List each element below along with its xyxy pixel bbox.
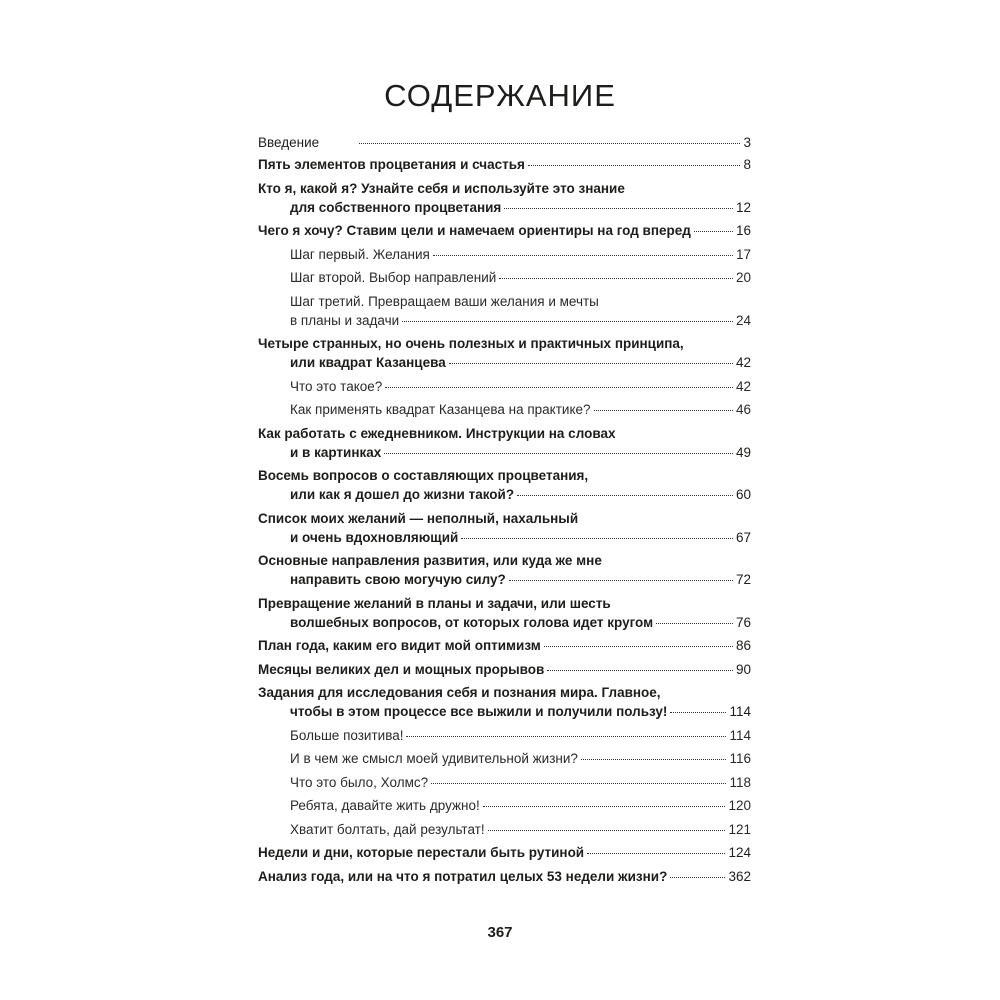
toc-page-number: 12 xyxy=(735,199,751,215)
table-of-contents xyxy=(258,133,751,890)
toc-entry-line xyxy=(258,198,751,217)
toc-entry xyxy=(258,660,751,679)
toc-entry-title: Четыре странных, но очень полезных и практичных принципа, xyxy=(258,336,684,351)
dot-leader xyxy=(483,806,726,807)
toc-entry-title: для собственного процветания xyxy=(290,199,502,215)
toc-page-number: 17 xyxy=(735,246,751,262)
dot-leader xyxy=(670,712,726,713)
toc-entry-line xyxy=(258,221,751,240)
dot-leader xyxy=(385,387,733,388)
toc-entry xyxy=(258,466,751,504)
toc-entry-title: или квадрат Казанцева xyxy=(290,355,446,370)
toc-entry-title: и в картинках xyxy=(290,444,382,460)
dot-leader xyxy=(517,495,733,496)
toc-entry xyxy=(258,636,751,655)
dot-leader xyxy=(587,853,725,854)
toc-page-number: 114 xyxy=(729,727,751,743)
toc-page-number: 42 xyxy=(735,378,751,394)
toc-entry-line xyxy=(258,636,751,655)
toc-entry-line xyxy=(258,334,751,353)
toc-entry-title: Что это было, Холмс? xyxy=(290,774,429,790)
toc-entry-line xyxy=(258,867,751,886)
toc-page-number: 49 xyxy=(735,444,751,460)
dot-leader xyxy=(581,759,727,760)
toc-subentry xyxy=(258,726,751,745)
toc-entry-title: Кто я, какой я? Узнайте себя и используйте это знание xyxy=(258,180,625,196)
dot-leader xyxy=(433,255,733,256)
toc-page-number: 116 xyxy=(729,751,751,766)
toc-page-number: 90 xyxy=(735,661,751,677)
toc-entry-title: Ребята, давайте жить дружно! xyxy=(290,798,480,813)
toc-entry-line xyxy=(258,133,751,152)
toc-entry xyxy=(258,867,751,886)
toc-entry-title: Введение xyxy=(258,135,320,150)
dot-leader xyxy=(694,231,733,232)
toc-page-number: 121 xyxy=(728,821,751,837)
dot-leader xyxy=(594,410,733,411)
toc-entry-line xyxy=(290,773,751,792)
toc-entry-title: И в чем же смысл моей удивительной жизни? xyxy=(290,751,578,766)
toc-page-number: 72 xyxy=(735,572,751,587)
toc-page-number: 60 xyxy=(735,487,751,502)
dot-leader xyxy=(499,278,733,279)
toc-entry-line xyxy=(258,466,751,485)
toc-entry-line xyxy=(290,726,751,745)
toc-entry-title: Шаг второй. Выбор направлений xyxy=(290,270,497,285)
toc-entry xyxy=(258,424,751,462)
toc-page-number: 76 xyxy=(735,614,751,630)
toc-entry-title: или как я дошел до жизни такой? xyxy=(290,487,515,502)
toc-entry-line xyxy=(290,311,751,330)
page-number: 367 xyxy=(487,924,513,941)
dot-leader xyxy=(544,646,733,647)
dot-leader xyxy=(402,321,733,322)
toc-entry-line xyxy=(290,749,751,768)
toc-entry xyxy=(258,594,751,632)
toc-entry-line xyxy=(258,594,751,613)
toc-entry-line xyxy=(290,400,751,419)
toc-entry-line xyxy=(258,551,751,570)
toc-page-number: 362 xyxy=(728,868,751,884)
dot-leader xyxy=(406,736,726,737)
toc-entry-title: План года, каким его видит мой оптимизм xyxy=(258,638,541,653)
toc-subentry xyxy=(258,820,751,839)
dot-leader xyxy=(359,143,740,144)
toc-subentry xyxy=(258,400,751,419)
toc-entry-line xyxy=(258,443,751,462)
toc-subentry xyxy=(258,245,751,264)
toc-entry-line xyxy=(290,268,751,287)
toc-page-number: 114 xyxy=(729,704,751,719)
toc-entry-line xyxy=(258,702,751,721)
dot-leader xyxy=(547,670,733,671)
toc-entry-line xyxy=(290,245,751,264)
toc-entry-line xyxy=(258,570,751,589)
dot-leader xyxy=(461,538,733,539)
toc-entry-title: и очень вдохновляющий xyxy=(290,529,459,545)
toc-entry xyxy=(258,221,751,240)
toc-entry-title: направить свою могучую силу? xyxy=(290,572,506,587)
toc-subentry xyxy=(258,377,751,396)
page-title: СОДЕРЖАНИЕ xyxy=(384,78,616,113)
dot-leader xyxy=(670,877,725,878)
toc-entry-title: Как работать с ежедневником. Инструкции на словах xyxy=(258,425,616,441)
toc-entry-title: чтобы в этом процессе все выжили и получили пользу! xyxy=(290,704,668,719)
toc-subentry xyxy=(258,268,751,287)
toc-entry xyxy=(258,155,751,174)
dot-leader xyxy=(488,830,726,831)
toc-page-number: 20 xyxy=(735,270,751,285)
toc-page-number: 42 xyxy=(735,355,751,370)
toc-entry-line xyxy=(290,377,751,396)
toc-entry-line xyxy=(290,820,751,839)
dot-leader xyxy=(509,580,733,581)
toc-entry-title: Список моих желаний — неполный, нахальный xyxy=(258,510,579,526)
toc-entry-line xyxy=(258,509,751,528)
toc-entry-title: Месяцы великих дел и мощных прорывов xyxy=(258,661,545,677)
toc-entry-line xyxy=(290,796,751,815)
toc-entry-title: Шаг первый. Желания xyxy=(290,246,430,262)
toc-entry-line xyxy=(258,683,751,702)
toc-page-number: 118 xyxy=(729,774,751,790)
toc-entry-title: Превращение желаний в планы и задачи, или шесть xyxy=(258,595,611,611)
toc-page-number: 67 xyxy=(735,529,751,545)
toc-entry-line xyxy=(258,179,751,198)
toc-entry-line xyxy=(258,485,751,504)
toc-entry-title: Как применять квадрат Казанцева на практике? xyxy=(290,402,591,417)
dot-leader xyxy=(528,165,741,166)
toc-entry xyxy=(258,133,751,152)
toc-entry-title: Что это такое? xyxy=(290,378,383,394)
toc-entry xyxy=(258,551,751,589)
toc-page-number: 24 xyxy=(735,312,751,328)
toc-page-number: 46 xyxy=(735,402,751,417)
toc-entry-line xyxy=(258,660,751,679)
toc-page-number: 3 xyxy=(743,135,751,150)
toc-page-number: 120 xyxy=(728,798,751,813)
toc-entry-title: Недели и дни, которые перестали быть рутиной xyxy=(258,845,585,860)
toc-entry xyxy=(258,179,751,217)
toc-entry-line xyxy=(258,528,751,547)
toc-subentry xyxy=(258,796,751,815)
toc-entry-title: Пять элементов процветания и счастья xyxy=(258,157,525,172)
toc-entry-line xyxy=(258,424,751,443)
toc-page-number: 8 xyxy=(743,157,751,172)
toc-entry-title: Основные направления развития, или куда же мне xyxy=(258,553,602,568)
toc-entry-line xyxy=(290,292,751,311)
toc-entry-line xyxy=(258,613,751,632)
toc-page-number: 124 xyxy=(728,845,751,860)
toc-page-number: 16 xyxy=(735,223,751,238)
dot-leader xyxy=(384,453,733,454)
toc-entry-title: Больше позитива! xyxy=(290,727,404,743)
toc-entry-title: Анализ года, или на что я потратил целых 53 недели жизни? xyxy=(258,868,668,884)
toc-entry-title: Задания для исследования себя и познания мира. Главное, xyxy=(258,685,661,700)
dot-leader xyxy=(449,363,733,364)
toc-entry-line xyxy=(258,155,751,174)
toc-entry-title: Шаг третий. Превращаем ваши желания и мечты xyxy=(290,293,599,309)
toc-entry-line xyxy=(258,843,751,862)
toc-entry-title: Восемь вопросов о составляющих процветания, xyxy=(258,468,589,483)
toc-page-number: 86 xyxy=(735,638,751,653)
toc-entry-title: в планы и задачи xyxy=(290,312,400,328)
dot-leader xyxy=(431,783,726,784)
dot-leader xyxy=(656,623,733,624)
toc-subentry xyxy=(258,773,751,792)
toc-entry-line xyxy=(258,353,751,372)
toc-subentry xyxy=(258,749,751,768)
toc-entry-title: волшебных вопросов, от которых голова идет кругом xyxy=(290,614,654,630)
toc-entry-title: Чего я хочу? Ставим цели и намечаем ориентиры на год вперед xyxy=(258,223,691,238)
dot-leader xyxy=(504,208,733,209)
toc-subentry xyxy=(258,292,751,330)
toc-entry-title: Хватит болтать, дай результат! xyxy=(290,821,485,837)
toc-entry xyxy=(258,683,751,721)
toc-entry xyxy=(258,509,751,547)
toc-entry xyxy=(258,843,751,862)
toc-entry xyxy=(258,334,751,372)
